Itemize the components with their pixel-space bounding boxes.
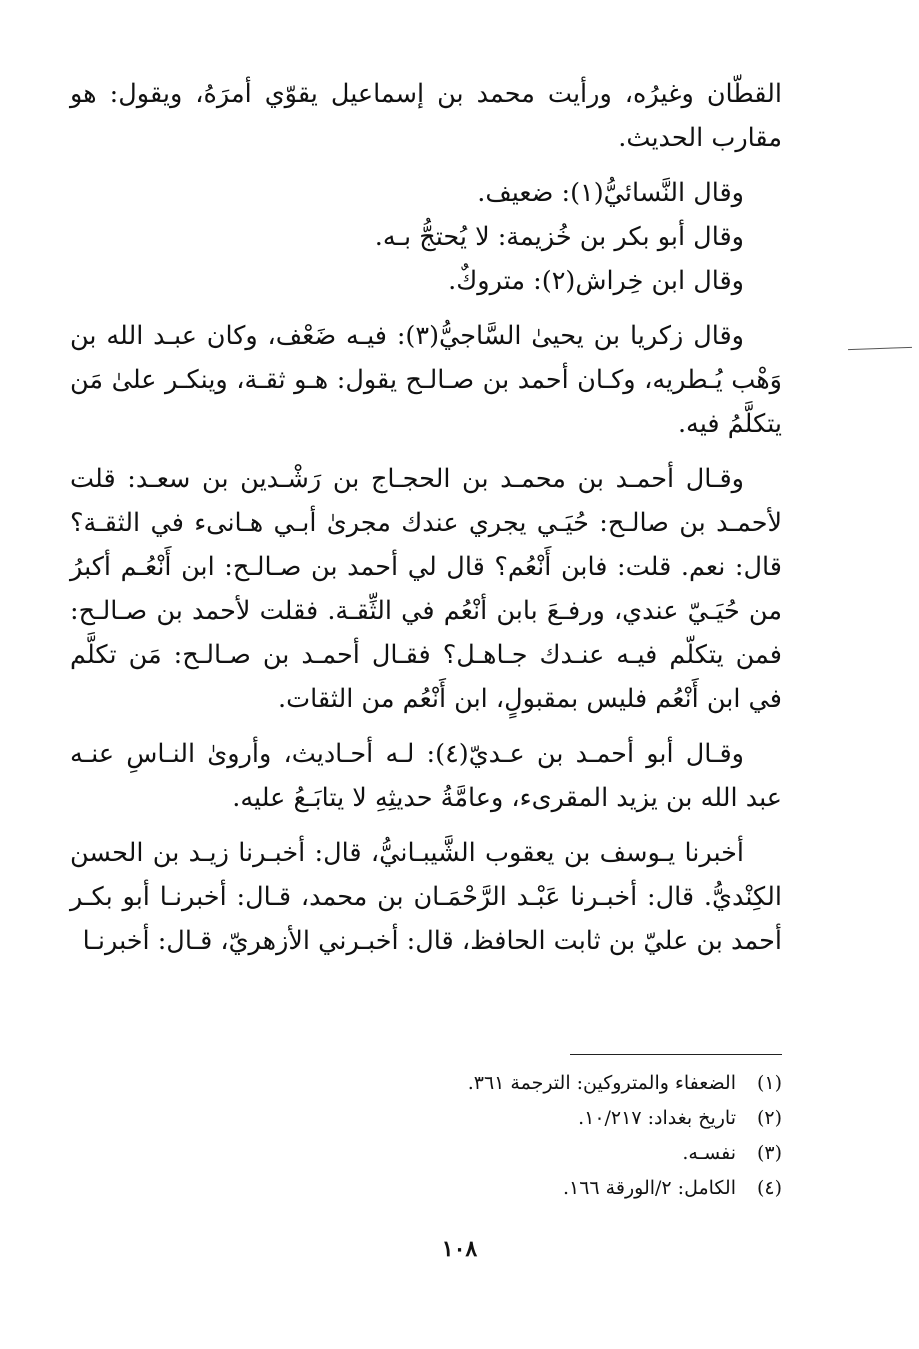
paragraph-ibn-adi: وقـال أبو أحمـد بن عـديّ(٤): لـه أحـاديث، وأروىٰ النـاسِ عنـه عبد الله بن يزيد المقرىء، وعامَّةُ حديثِهِ لا يتابَـعُ عليه. <box>70 739 782 813</box>
footnote-text: الضعفاء والمتروكين: الترجمة ٣٦١. <box>467 1072 736 1094</box>
paragraph-ahmad-ibn-muhammad: وقـال أحمـد بن محمـد بن الحجـاج بن رَشْـدين بن سعـد: قلت لأحمـد بن صالـح: حُيَـي يجري عندك مجرىٰ أبـي هـانىء في الثقـة؟ قال: نعم. قلت: فابن أَنْعُم؟ قال لي أحمد بن صـالـح: ابن أَنْعُـم أكبرُ من حُيَـيّ عندي، ورفـعَ بابن أنْعُم في الثِّقـة. فقلت لأحمد بن صـالـح: فمن يتكلّم فيـه عنـدك جـاهـل؟ فقـال أحمـد بن صـالـح: مَن تكلَّم في ابن أَنْعُم فليس بمقبولٍ، ابن أَنْعُم من الثقات. <box>70 464 782 714</box>
page-number: ١٠٨ <box>441 1236 478 1262</box>
footnote-text: تاريخ بغداد: ١٠/٢١٧. <box>578 1107 736 1129</box>
paragraph-isnad: أخبرنا يـوسف بن يعقوب الشَّيبـانيُّ، قال: أخبـرنا زيـد بن الحسن الكِنْديُّ. قال: أخبـرنا عَبْـد الرَّحْمَـان بن محمد، قـال: أخبرنـا أبو بكـر أحمد بن عليّ بن ثابت الحافظ، قال: أخبـرني الأزهريّ، قـال: أخبرنـا <box>70 838 782 956</box>
footnote-number: (٣) <box>756 1142 782 1164</box>
footnote-item <box>162 1136 782 1171</box>
footnotes <box>162 1066 782 1206</box>
footnote-number: (٤) <box>756 1177 782 1199</box>
paragraph-saji: وقال زكريا بن يحيىٰ السَّاجيُّ(٣): فيـه ضَعْف، وكان عبـد الله بن وَهْب يُـطريه، وكـان أحمد بن صـالـح يقول: هـو ثقـة، وينكـر علىٰ مَن يتكلَّمُ فيه. <box>70 321 782 439</box>
paragraph-ibn-khirash: وقال ابن خِراش(٢): متروكٌ. <box>448 266 744 296</box>
paragraph-continuation: القطّان وغيرُه، ورأيت محمد بن إسماعيل يقوّي أمرَهُ، ويقول: هو مقارب الحديث. <box>70 79 782 153</box>
footnote-item <box>162 1171 782 1206</box>
footnote-item <box>162 1101 782 1136</box>
margin-stray-mark <box>848 347 912 350</box>
page-body <box>70 72 782 974</box>
footnote-text: نفسـه. <box>682 1142 736 1164</box>
paragraph-nasai: وقال النَّسائيُّ(١): ضعيف. <box>477 178 744 208</box>
footnote-number: (٢) <box>756 1107 782 1129</box>
footnote-number: (١) <box>756 1072 782 1094</box>
footnote-item <box>162 1066 782 1101</box>
footnote-text: الكامل: ٢/الورقة ١٦٦. <box>562 1177 736 1199</box>
paragraph-khuzaima: وقال أبو بكر بن خُزيمة: لا يُحتجُّ بـه. <box>374 222 744 252</box>
footnote-divider <box>570 1054 782 1055</box>
